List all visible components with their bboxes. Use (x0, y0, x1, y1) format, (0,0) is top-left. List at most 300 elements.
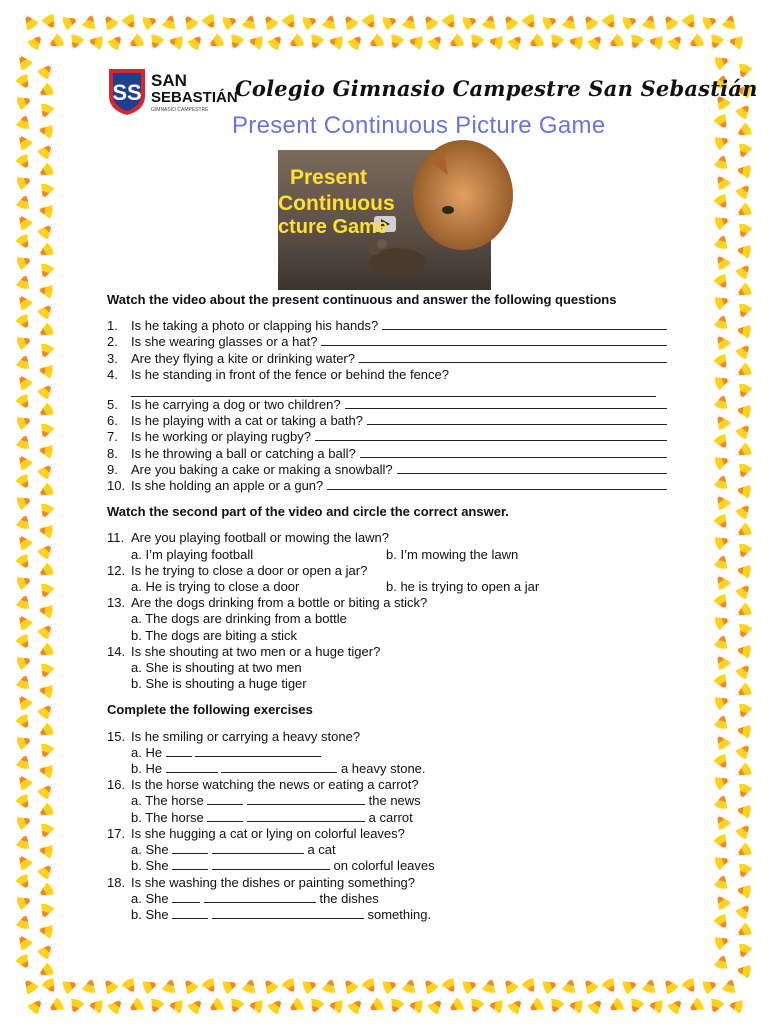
candy-corn-icon (714, 231, 732, 250)
candy-corn-icon (36, 742, 54, 761)
candy-corn-icon (322, 975, 340, 994)
candy-corn-icon (35, 882, 55, 902)
option-a[interactable]: a. The dogs are drinking from a bottle (131, 611, 347, 627)
candy-corn-icon (714, 711, 732, 730)
candy-corn-icon (734, 643, 752, 659)
candy-corn-icon (15, 633, 35, 653)
candy-corn-icon (734, 100, 755, 121)
candy-corn-icon (714, 791, 732, 810)
answer-blank[interactable] (247, 793, 365, 805)
candy-corn-icon (326, 34, 344, 50)
candy-corn-icon (734, 660, 755, 681)
thumbnail-text-line2: Continuous (278, 192, 395, 215)
candy-corn-icon (646, 998, 664, 1014)
question-1: 1. Is he taking a photo or clapping his hands? (107, 318, 667, 334)
logo-subtext: GIMNASIO CAMPESTRE (151, 107, 209, 113)
candy-corn-icon (711, 411, 731, 432)
candy-corn-icon (713, 772, 732, 790)
candy-corn-icon (711, 891, 731, 912)
option-a[interactable]: a. She is shouting at two men (131, 660, 302, 676)
question-7: 7. Is he working or playing rugby? (107, 429, 667, 445)
candy-corn-icon (734, 180, 755, 201)
candy-corn-icon (15, 153, 35, 173)
candy-corn-icon (15, 892, 34, 910)
candy-corn-icon (733, 842, 753, 862)
answer-blank[interactable] (212, 842, 304, 854)
candy-corn-icon (36, 662, 54, 681)
answer-line-b: b. She on colorful leaves (131, 858, 435, 874)
candy-corn-icon (16, 351, 34, 370)
candy-corn-icon (36, 523, 54, 539)
candy-corn-icon (713, 193, 733, 213)
candy-corn-icon (322, 11, 340, 30)
candy-corn-icon (36, 443, 54, 459)
question-14: 14. Is she shouting at two men or a huge tiger? (107, 643, 381, 659)
candy-corn-icon (326, 998, 344, 1014)
candy-corn-icon (301, 976, 320, 994)
candy-corn-icon (339, 975, 359, 996)
candy-corn-icon (626, 33, 644, 52)
option-b[interactable]: b. She is shouting a huge tiger (131, 676, 307, 692)
candy-corn-icon (711, 331, 731, 352)
candy-corn-icon (726, 34, 744, 50)
thumbnail-image (278, 150, 491, 290)
candy-corn-icon (506, 995, 527, 1016)
candy-corn-icon (713, 612, 732, 630)
candy-corn-icon (713, 852, 732, 870)
candy-corn-icon (711, 731, 731, 752)
candy-corn-icon (186, 31, 207, 52)
answer-blank[interactable] (172, 858, 208, 870)
candy-corn-icon (285, 997, 305, 1017)
candy-corn-icon (734, 302, 752, 321)
candy-corn-icon (61, 976, 80, 994)
candy-corn-icon (301, 12, 320, 30)
answer-blank[interactable] (207, 810, 243, 822)
candy-corn-icon (106, 995, 127, 1016)
answer-blank[interactable] (321, 334, 667, 346)
answer-line-b: b. He a heavy stone. (131, 761, 426, 777)
candy-corn-icon (734, 260, 755, 281)
candy-corn-icon (36, 502, 54, 521)
candy-corn-icon (402, 975, 420, 994)
candy-corn-icon (15, 73, 35, 93)
candy-corn-icon (13, 51, 33, 72)
candy-corn-icon (246, 998, 264, 1014)
candy-corn-icon (36, 860, 57, 881)
candy-corn-icon (346, 31, 367, 52)
candy-corn-icon (36, 262, 54, 281)
candy-corn-icon (66, 33, 84, 52)
candy-corn-icon (36, 620, 57, 641)
candy-corn-icon (35, 162, 55, 182)
candy-corn-icon (566, 998, 584, 1014)
answer-blank[interactable] (207, 793, 243, 805)
candy-corn-icon (15, 252, 34, 270)
question-17: 17. Is she hugging a cat or lying on colorful leaves? (107, 825, 405, 841)
candy-corn-icon (714, 471, 732, 490)
candy-corn-icon (121, 13, 141, 33)
candy-corn-icon (722, 975, 740, 994)
candy-corn-icon (166, 998, 184, 1014)
candy-corn-icon (713, 833, 733, 853)
candy-corn-icon (36, 460, 57, 481)
candy-corn-icon (16, 751, 34, 770)
candy-corn-icon (15, 793, 35, 813)
candy-corn-icon (86, 998, 104, 1014)
candy-corn-icon (99, 11, 119, 32)
school-logo (105, 66, 238, 116)
question-8: 8. Is he throwing a ball or catching a ball? (107, 446, 667, 462)
candy-corn-icon (381, 976, 400, 994)
candy-corn-icon (626, 997, 644, 1016)
candy-corn-icon (722, 11, 740, 30)
candy-corn-icon (15, 873, 35, 893)
candy-corn-icon (179, 11, 199, 32)
candy-corn-icon (36, 902, 54, 921)
thumbnail-text-line1: Present (290, 166, 368, 189)
answer-blank[interactable] (221, 761, 337, 773)
school-header (105, 66, 758, 116)
answer-line-a: a. He (107, 745, 667, 761)
answer-blank[interactable] (382, 318, 667, 330)
video-thumbnail[interactable] (278, 150, 491, 290)
candy-corn-icon (546, 997, 564, 1016)
answer-blank[interactable] (172, 842, 208, 854)
candy-corn-icon (601, 977, 621, 997)
candy-corn-icon (713, 132, 732, 150)
candy-corn-icon (734, 382, 752, 401)
candy-corn-icon (36, 140, 57, 161)
answer-blank[interactable] (172, 907, 208, 919)
answer-blank[interactable] (360, 446, 667, 458)
candy-corn-icon (713, 372, 732, 390)
candy-corn-icon (734, 723, 752, 739)
candy-corn-icon (36, 123, 54, 139)
candy-corn-icon (15, 953, 35, 973)
candy-corn-icon (226, 33, 244, 52)
candy-corn-icon (714, 871, 732, 890)
candy-corn-icon (605, 997, 625, 1017)
candy-corn-icon (36, 763, 54, 779)
candy-corn-icon (685, 33, 705, 53)
candy-corn-icon (713, 593, 733, 613)
option-a[interactable]: a. I’m playing football (131, 546, 254, 562)
candy-corn-icon (35, 802, 55, 822)
candy-corn-icon (36, 422, 54, 441)
candy-corn-icon (445, 33, 465, 53)
thumbnail-text-line3: cture Game (278, 216, 389, 238)
candy-corn-icon (221, 976, 240, 994)
question-6: 6. Is he playing with a cat or taking a bath? (107, 413, 667, 429)
candy-corn-icon (99, 975, 119, 996)
candy-corn-icon (281, 13, 301, 33)
candy-corn-icon (13, 451, 33, 472)
answer-blank[interactable] (327, 478, 667, 490)
candy-corn-icon (35, 82, 55, 102)
candy-corn-icon (419, 975, 439, 996)
candy-corn-icon (659, 975, 679, 996)
candy-corn-icon (713, 932, 732, 950)
candy-corn-icon (734, 782, 752, 801)
answer-blank[interactable] (166, 761, 218, 773)
candy-corn-icon (36, 540, 57, 561)
candy-corn-icon (166, 34, 184, 50)
candy-corn-icon (734, 340, 755, 361)
question-9: 9. Are you baking a cake or making a snowball? (107, 462, 667, 478)
candy-corn-icon (461, 12, 480, 30)
candy-corn-icon (713, 673, 733, 693)
answer-line-a: a. She a cat (131, 842, 336, 858)
candy-corn-icon (734, 462, 752, 481)
candy-corn-icon (734, 542, 752, 561)
candy-corn-icon (734, 403, 752, 419)
answer-blank[interactable] (212, 907, 364, 919)
candy-corn-icon (141, 12, 160, 30)
candy-corn-icon (586, 31, 607, 52)
candy-corn-icon (441, 977, 461, 997)
candy-corn-icon (15, 233, 35, 253)
candy-corn-icon (734, 580, 755, 601)
candy-corn-icon (13, 371, 33, 392)
candy-corn-icon (266, 31, 287, 52)
candy-corn-icon (66, 997, 84, 1016)
answer-blank[interactable] (397, 462, 667, 474)
candy-corn-icon (381, 12, 400, 30)
candy-corn-icon (711, 251, 731, 272)
candy-corn-icon (733, 922, 753, 942)
candy-corn-icon (259, 975, 279, 996)
candy-corn-icon (733, 442, 753, 462)
question-11-options (107, 547, 667, 563)
candy-corn-icon (16, 271, 34, 290)
candy-corn-icon (734, 563, 752, 579)
candy-corn-icon (646, 34, 664, 50)
question-10: 10. Is she holding an apple or a gun? (107, 478, 667, 494)
candy-corn-icon (714, 311, 732, 330)
candy-corn-icon (466, 33, 484, 52)
candy-corn-icon (35, 562, 55, 582)
candy-corn-icon (579, 11, 599, 32)
candy-corn-icon (406, 998, 424, 1014)
candy-corn-icon (16, 591, 34, 610)
candy-corn-icon (15, 92, 34, 110)
question-4: 4. Is he standing in front of the fence or behind the fence? (107, 366, 449, 382)
candy-corn-icon (36, 220, 57, 241)
candy-corn-icon (15, 553, 35, 573)
candy-corn-icon (125, 33, 145, 53)
candy-corn-icon (13, 851, 33, 872)
candy-corn-icon (36, 300, 57, 321)
candy-corn-icon (525, 997, 545, 1017)
question-18: 18. Is she washing the dishes or painting something? (107, 874, 416, 890)
candy-corn-icon (541, 976, 560, 994)
candy-corn-icon (734, 622, 752, 641)
candy-corn-icon (706, 997, 724, 1016)
candy-corn-icon (162, 975, 180, 994)
candy-corn-icon (36, 60, 57, 81)
option-b[interactable]: b. I’m mowing the lawn (386, 546, 519, 562)
candy-corn-icon (579, 975, 599, 996)
candy-corn-icon (734, 142, 752, 161)
section1-heading: Watch the video about the present continuous and answer the following questions (107, 292, 617, 307)
candy-corn-icon (734, 862, 752, 881)
candy-corn-icon (711, 171, 731, 192)
candy-corn-icon (734, 483, 752, 499)
candy-corn-icon (45, 33, 65, 53)
candy-corn-icon (16, 831, 34, 850)
candy-corn-icon (242, 11, 260, 30)
candy-corn-icon (713, 532, 732, 550)
candy-corn-icon (733, 122, 753, 142)
candy-corn-icon (734, 500, 755, 521)
candy-corn-icon (13, 131, 33, 152)
candy-corn-icon (681, 13, 701, 33)
candy-corn-icon (711, 491, 731, 512)
candy-corn-icon (734, 963, 752, 979)
candy-corn-icon (713, 273, 733, 293)
candy-corn-icon (36, 342, 54, 361)
candy-corn-icon (714, 551, 732, 570)
candy-corn-icon (733, 282, 753, 302)
candy-corn-icon (13, 611, 33, 632)
candy-corn-icon (15, 492, 34, 510)
answer-blank[interactable] (247, 810, 365, 822)
candy-corn-icon (621, 12, 640, 30)
candy-corn-icon (16, 911, 34, 930)
candy-corn-icon (711, 651, 731, 672)
candy-corn-icon (106, 31, 127, 52)
candy-corn-icon (162, 11, 180, 30)
answer-blank[interactable] (315, 429, 667, 441)
candy-corn-icon (659, 11, 679, 32)
candy-corn-icon (681, 977, 701, 997)
candy-corn-icon (15, 713, 35, 733)
candy-corn-icon (701, 12, 720, 30)
candy-corn-icon (486, 34, 504, 50)
candy-corn-icon (36, 182, 54, 201)
candy-corn-icon (125, 997, 145, 1017)
section3-heading: Complete the following exercises (107, 702, 313, 718)
candy-corn-icon (259, 11, 279, 32)
candy-corn-icon (86, 34, 104, 50)
candy-corn-icon (13, 771, 33, 792)
candy-corn-icon (266, 995, 287, 1016)
section2-heading: Watch the second part of the video and circle the correct answer. (107, 504, 509, 520)
option-b[interactable]: b. he is trying to open a jar (386, 579, 540, 595)
candy-corn-icon (36, 102, 54, 121)
question-16: 16. Is the horse watching the news or eating a carrot? (107, 777, 419, 793)
candy-corn-icon (711, 811, 731, 832)
candy-corn-icon (713, 212, 732, 230)
candy-corn-icon (179, 975, 199, 996)
candy-corn-icon (15, 572, 34, 590)
candy-corn-icon (521, 13, 541, 33)
candy-corn-icon (734, 803, 752, 819)
candy-corn-icon (26, 995, 47, 1016)
candy-corn-icon (713, 692, 732, 710)
candy-corn-icon (205, 33, 225, 53)
candy-corn-icon (386, 997, 404, 1016)
candy-corn-icon (16, 431, 34, 450)
answer-blank[interactable] (212, 858, 330, 870)
candy-corn-icon (36, 780, 57, 801)
candy-corn-icon (15, 652, 34, 670)
candy-corn-icon (15, 332, 34, 350)
candy-corn-icon (734, 222, 752, 241)
candy-corn-icon (486, 998, 504, 1014)
candy-corn-icon (733, 362, 753, 382)
candy-corn-icon (36, 603, 54, 619)
candy-corn-icon (642, 11, 660, 30)
answer-line-a: a. She the dishes (131, 890, 379, 906)
candy-corn-icon (733, 202, 753, 222)
question-2: 2. Is she wearing glasses or a hat? (107, 334, 667, 350)
candy-corn-icon (41, 13, 61, 33)
answer-blank[interactable] (204, 891, 316, 903)
candy-corn-icon (482, 975, 500, 994)
candy-corn-icon (35, 322, 55, 342)
candy-corn-icon (346, 995, 367, 1016)
candy-corn-icon (36, 843, 54, 859)
answer-blank[interactable] (166, 745, 192, 757)
candy-corn-icon (711, 571, 731, 592)
candy-corn-icon (726, 998, 744, 1014)
answer-blank[interactable] (172, 891, 200, 903)
candy-corn-icon (426, 995, 447, 1016)
candy-corn-icon (36, 940, 57, 961)
candy-corn-icon (734, 702, 752, 721)
candy-corn-icon (386, 33, 404, 52)
candy-corn-icon (713, 913, 733, 933)
candy-corn-icon (19, 11, 39, 32)
option-a[interactable]: a. He is trying to close a door (131, 579, 300, 595)
candy-corn-icon (16, 111, 34, 130)
candy-corn-icon (15, 412, 34, 430)
candy-corn-icon (499, 975, 519, 996)
candy-corn-icon (402, 11, 420, 30)
answer-blank[interactable] (195, 745, 321, 757)
candy-corn-icon (226, 997, 244, 1016)
candy-corn-icon (141, 976, 160, 994)
answer-blank[interactable] (131, 383, 656, 397)
candy-corn-icon (566, 34, 584, 50)
candy-corn-icon (361, 977, 381, 997)
candy-corn-icon (406, 34, 424, 50)
candy-corn-icon (146, 33, 164, 52)
candy-corn-icon (16, 671, 34, 690)
candy-corn-icon (285, 33, 305, 53)
candy-corn-icon (205, 997, 225, 1017)
candy-corn-icon (242, 975, 260, 994)
logo-text-line1: SAN (151, 71, 187, 90)
option-b[interactable]: b. The dogs are biting a stick (131, 627, 297, 643)
answer-blank[interactable] (359, 351, 667, 363)
answer-blank[interactable] (367, 413, 667, 425)
candy-corn-icon (35, 642, 55, 662)
candy-corn-icon (714, 151, 732, 170)
answer-blank[interactable] (345, 397, 667, 409)
candy-corn-icon (734, 420, 755, 441)
candy-corn-icon (82, 11, 100, 30)
candy-corn-icon (15, 393, 35, 413)
candy-corn-icon (666, 31, 687, 52)
answer-line-b: b. She something. (131, 906, 432, 922)
candy-corn-icon (734, 243, 752, 259)
candy-corn-icon (13, 291, 33, 312)
svg-text:SS: SS (112, 80, 142, 105)
candy-corn-icon (186, 995, 207, 1016)
